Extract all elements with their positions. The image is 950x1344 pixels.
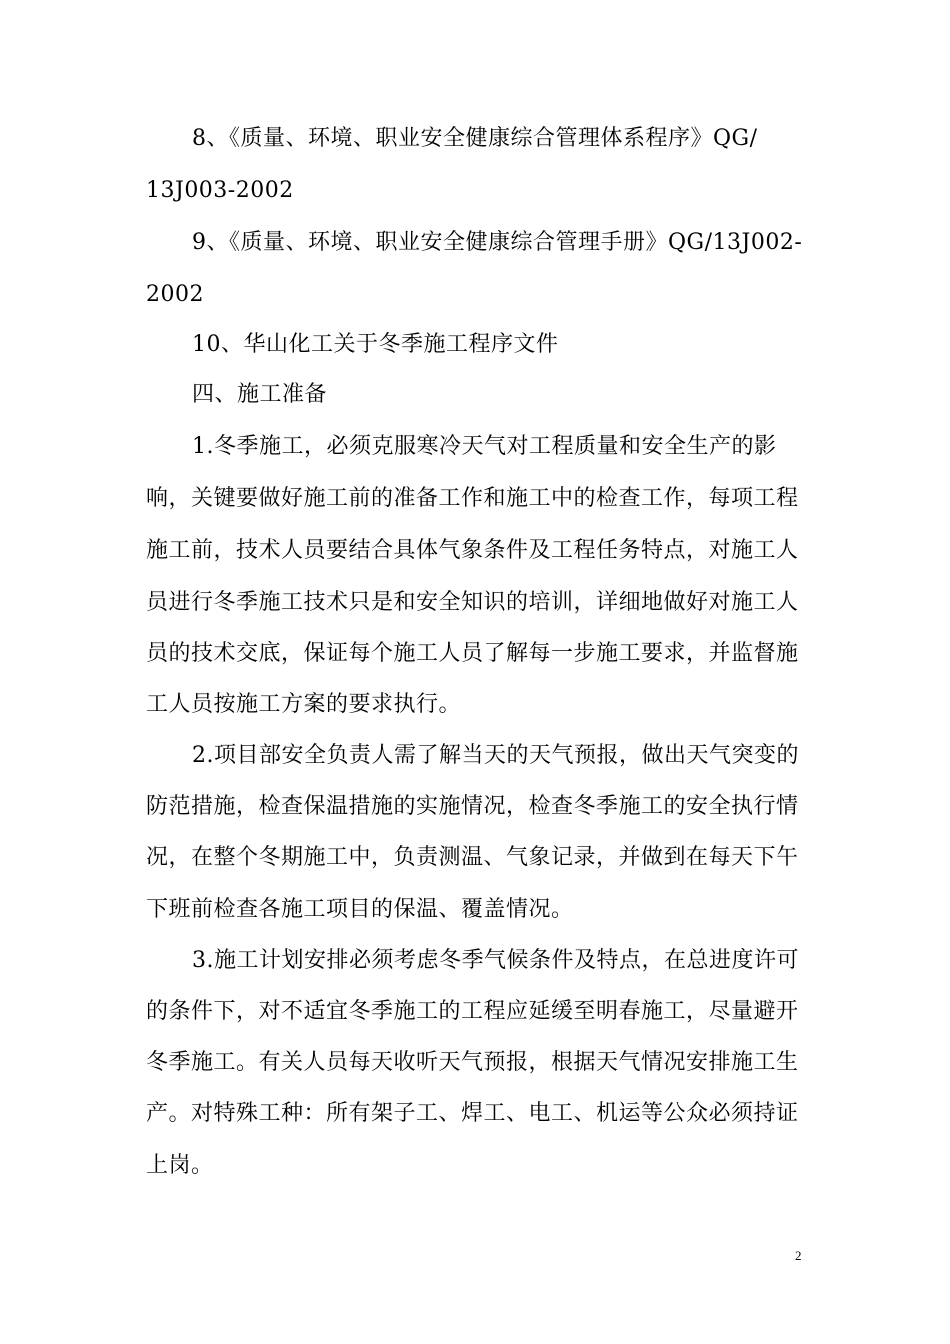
text-line: 8、《质量、环境、职业安全健康综合管理体系程序》QG/: [192, 126, 758, 151]
text-line: 响，关键要做好施工前的准备工作和施工中的检查工作，每项工程: [146, 486, 799, 511]
text-line: 防范措施，检查保温措施的实施情况，检查冬季施工的安全执行情: [146, 794, 799, 819]
text-line: 2.项目部安全负责人需了解当天的天气预报，做出天气突变的: [192, 743, 799, 768]
text-line: 10、华山化工关于冬季施工程序文件: [192, 332, 559, 357]
text-line: 13J003-2002: [146, 178, 294, 203]
text-line: 3.施工计划安排必须考虑冬季气候条件及特点，在总进度许可: [192, 948, 799, 973]
text-line: 员的技术交底，保证每个施工人员了解每一步施工要求，并监督施: [146, 641, 799, 666]
text-line: 冬季施工。有关人员每天收听天气预报，根据天气情况安排施工生: [146, 1050, 799, 1075]
text-line: 9、《质量、环境、职业安全健康综合管理手册》QG/13J002-: [192, 230, 803, 255]
section-heading: 四、施工准备: [192, 382, 328, 407]
text-line: 况，在整个冬期施工中，负责测温、气象记录，并做到在每天下午: [146, 845, 799, 870]
text-line: 员进行冬季施工技术只是和安全知识的培训，详细地做好对施工人: [146, 590, 799, 615]
text-line: 2002: [146, 282, 204, 307]
text-line: 工人员按施工方案的要求执行。: [146, 692, 462, 717]
text-line: 下班前检查各施工项目的保温、覆盖情况。: [146, 897, 574, 922]
page-number: 2: [795, 1248, 802, 1263]
text-line: 1.冬季施工，必须克服寒冷天气对工程质量和安全生产的影: [192, 434, 777, 459]
text-line: 的条件下，对不适宜冬季施工的工程应延缓至明春施工，尽量避开: [146, 999, 799, 1024]
text-line: 上岗。: [146, 1153, 214, 1178]
text-line: 施工前，技术人员要结合具体气象条件及工程任务特点，对施工人: [146, 538, 799, 563]
text-line: 产。对特殊工种：所有架子工、焊工、电工、机运等公众必须持证: [146, 1101, 799, 1126]
